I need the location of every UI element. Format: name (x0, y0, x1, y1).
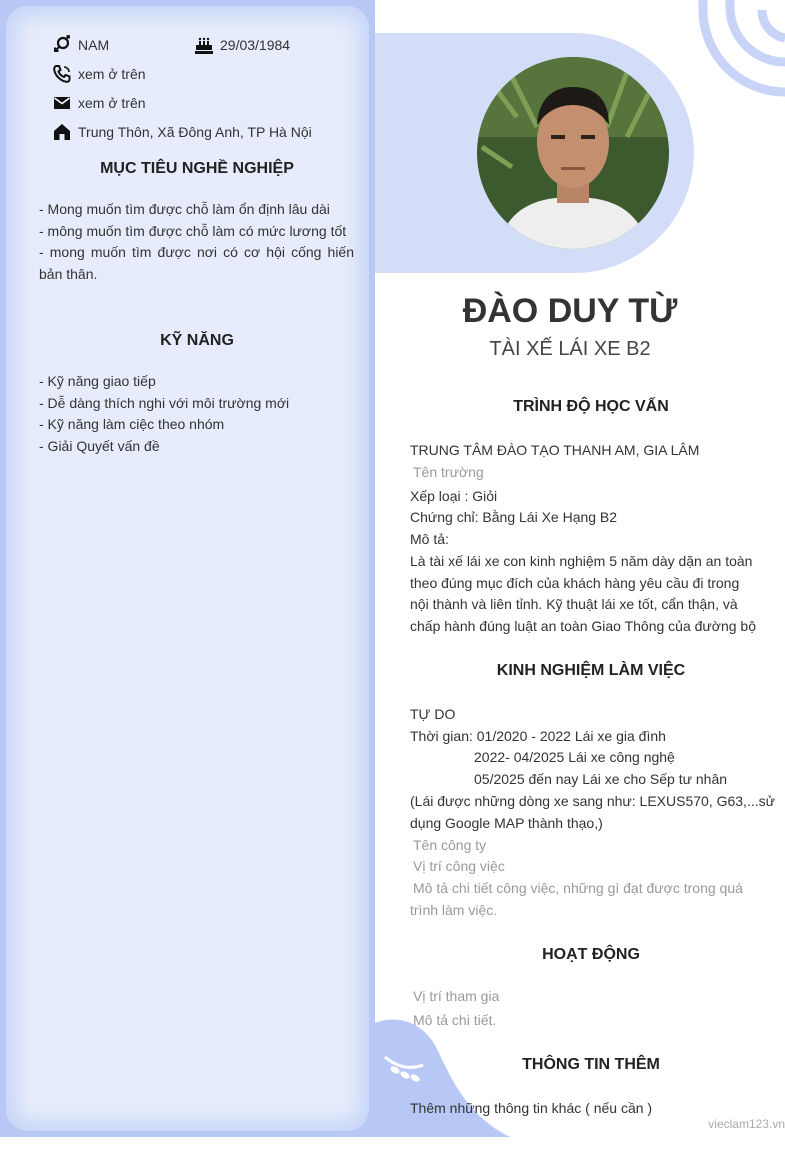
skill-item: - Kỹ năng làm ciệc theo nhóm (39, 416, 225, 433)
experience-time-line: 2022- 04/2025 Lái xe công nghệ (474, 749, 675, 765)
address-row (52, 122, 312, 142)
phone-row (52, 64, 146, 84)
profile-photo (477, 57, 669, 249)
extra-heading: THÔNG TIN THÊM (522, 1056, 660, 1073)
skill-item: - Giải Quyết vấn đề (39, 437, 160, 454)
gender-row (52, 35, 109, 55)
gender-icon (52, 35, 72, 55)
extra-text: Thêm những thông tin khác ( nếu cần ) (410, 1100, 653, 1116)
education-heading: TRÌNH ĐỘ HỌC VẤN (513, 398, 669, 415)
position-placeholder: Vị trí công việc (413, 858, 505, 874)
education-certificate: Chứng chỉ: Bằng Lái Xe Hạng B2 (410, 509, 618, 525)
skill-item: - Dễ dàng thích nghi với môi trường mới (39, 394, 290, 411)
activities-heading: HOẠT ĐỘNG (542, 946, 640, 963)
home-icon (52, 122, 72, 142)
activity-desc-placeholder: Mô tả chi tiết. (413, 1012, 497, 1028)
experience-note-line: (Lái được những dòng xe sang như: LEXUS570, G63,...sử (410, 793, 775, 809)
address-value: Trung Thôn, Xã Đông Anh, TP Hà Nội (78, 124, 312, 140)
experience-desc-placeholder: Mô tả chi tiết công việc, những gì đạt được trong quá (413, 880, 743, 896)
decorative-wave-icon (375, 1015, 515, 1137)
birthday-cake-icon (194, 35, 214, 55)
education-desc-label: Mô tả: (410, 531, 449, 547)
skill-item: - Kỹ năng giao tiếp (39, 373, 156, 389)
email-row (52, 93, 146, 113)
education-desc-line: nội thành và liên tỉnh. Kỹ thuật lái xe tốt, cẩn thận, và (410, 596, 738, 612)
dob-row (194, 35, 290, 55)
experience-time-line: Thời gian: 01/2020 - 2022 Lái xe gia đình (410, 728, 666, 744)
job-title: TÀI XẾ LÁI XE B2 (489, 338, 651, 360)
experience-heading: KINH NGHIỆM LÀM VIỆC (496, 662, 686, 679)
school-name: TRUNG TÂM ĐÀO TẠO THANH AM, GIA LÂM (410, 442, 700, 458)
activity-position-placeholder: Vị trí tham gia (413, 988, 500, 1004)
candidate-name: ĐÀO DUY TỪ (462, 292, 678, 330)
education-desc-line: chấp hành đúng luật an toàn Giao Thông của đường bộ (410, 618, 757, 634)
dob-value: 29/03/1984 (220, 37, 291, 53)
experience-desc-placeholder: trình làm việc. (410, 902, 498, 918)
objective-text (39, 199, 354, 285)
phone-value: xem ở trên (78, 66, 146, 82)
school-placeholder: Tên trường (413, 464, 484, 480)
email-icon (52, 93, 72, 113)
objective-line: - mong muốn tìm được nơi có cơ hội cống hiến bản thân. (39, 244, 354, 282)
gender-value: NAM (78, 37, 110, 53)
skills-list (39, 371, 359, 457)
education-grade: Xếp loại : Giỏi (410, 488, 498, 504)
education-desc-line: theo đúng mục đích của khách hàng yêu cầu đi trong (410, 575, 740, 591)
decorative-arcs-icon (690, 0, 785, 100)
company-placeholder: Tên công ty (413, 837, 487, 853)
phone-icon (52, 64, 72, 84)
watermark: vieclam123.vn (708, 1117, 785, 1131)
objective-line: - mông muốn tìm được chỗ làm có mức lương tốt (39, 222, 347, 239)
objective-line: - Mong muốn tìm được chỗ làm ổn định lâu dài (39, 201, 330, 217)
objective-heading: MỤC TIÊU NGHỀ NGHIỆP (100, 160, 294, 177)
experience-note-line: dụng Google MAP thành thạo,) (410, 815, 603, 831)
experience-time-line: 05/2025 đến nay Lái xe cho Sếp tư nhân (474, 771, 728, 787)
experience-company: TỰ DO (410, 706, 456, 722)
skills-heading: KỸ NĂNG (160, 332, 234, 349)
education-desc-line: Là tài xế lái xe con kinh nghiệm 5 năm dày dặn an toàn (410, 553, 753, 569)
email-value: xem ở trên (78, 95, 146, 111)
